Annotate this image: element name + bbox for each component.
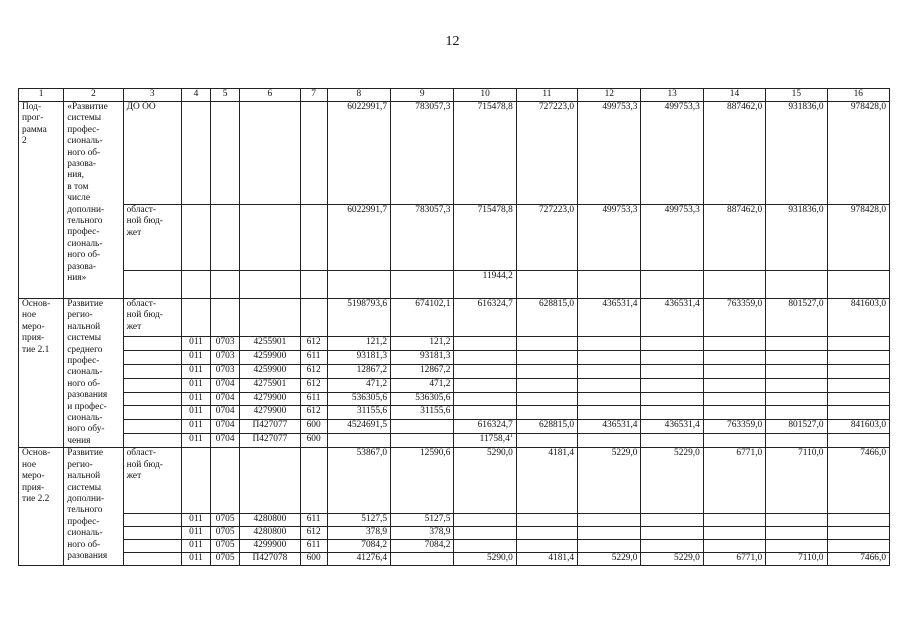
cell-col-8	[327, 434, 390, 448]
cell-col-10: 616324,7	[454, 420, 516, 434]
cell-col-5: 0703	[211, 350, 240, 364]
cell-col-14	[703, 540, 765, 553]
cell-col-15	[766, 350, 827, 364]
cell-col-9	[391, 553, 454, 566]
cell-col-11	[516, 540, 577, 553]
cell-col-8: 41276,4	[327, 553, 390, 566]
cell-col-12: 499753,3	[578, 205, 641, 271]
cell-col-3	[123, 527, 181, 540]
cell-col-14	[703, 378, 765, 392]
program-name-cell: Развитие регио- нальной системы дополни- тельного профес- сиональ- ного об- разования	[64, 448, 123, 566]
cell-col-5	[211, 448, 240, 514]
cell-col-11	[516, 514, 577, 527]
cell-col-10: 715478,8	[454, 205, 516, 271]
cell-col-6: П427077	[240, 420, 300, 434]
cell-col-7: 612	[300, 406, 327, 420]
cell-col-12	[578, 527, 641, 540]
cell-col-5: 0704	[211, 378, 240, 392]
cell-col-8: 12867,2	[327, 364, 390, 378]
table-row	[19, 553, 890, 566]
cell-col-12: 5229,0	[578, 448, 641, 514]
cell-col-7	[300, 102, 327, 205]
cell-col-10	[454, 378, 516, 392]
cell-col-3	[123, 540, 181, 553]
cell-col-6: 4275901	[240, 378, 300, 392]
cell-col-16	[827, 336, 890, 350]
cell-col-10: 616324,7	[454, 299, 516, 337]
cell-col-4: 011	[181, 527, 210, 540]
cell-col-12	[578, 271, 641, 299]
cell-col-13	[641, 364, 703, 378]
cell-col-9: 783057,3	[391, 102, 454, 205]
cell-col-16: 7466,0	[827, 553, 890, 566]
cell-col-14	[703, 336, 765, 350]
cell-col-4	[181, 205, 210, 271]
cell-col-16	[827, 527, 890, 540]
cell-col-7	[300, 271, 327, 299]
cell-col-3	[123, 420, 181, 434]
cell-col-11	[516, 527, 577, 540]
cell-col-15	[766, 514, 827, 527]
cell-col-14	[703, 350, 765, 364]
cell-col-16	[827, 514, 890, 527]
cell-col-4: 011	[181, 553, 210, 566]
table-row	[19, 364, 890, 378]
cell-col-14: 6771,0	[703, 448, 765, 514]
cell-col-6: 4280800	[240, 527, 300, 540]
cell-col-8: 6022991,7	[327, 205, 390, 271]
header-row	[19, 89, 890, 102]
cell-col-5: 0704	[211, 406, 240, 420]
cell-col-12: 499753,3	[578, 102, 641, 205]
cell-col-12	[578, 434, 641, 448]
cell-col-14	[703, 392, 765, 406]
cell-col-12	[578, 350, 641, 364]
header-cell-9: 9	[391, 89, 454, 102]
cell-col-14	[703, 514, 765, 527]
cell-col-6	[240, 102, 300, 205]
budget-table	[18, 88, 890, 566]
cell-col-3	[123, 434, 181, 448]
cell-col-15	[766, 392, 827, 406]
program-name-cell: Развитие регио- нальной системы среднего профес- сиональ- ного об- разования и профес- сиональ- ного обу- чения	[64, 299, 123, 448]
cell-col-3	[123, 406, 181, 420]
cell-col-11	[516, 271, 577, 299]
cell-col-4: 011	[181, 364, 210, 378]
table-row	[19, 527, 890, 540]
cell-col-4	[181, 448, 210, 514]
table-row	[19, 434, 890, 448]
cell-col-8: 5198793,6	[327, 299, 390, 337]
cell-col-13	[641, 514, 703, 527]
cell-col-7: 600	[300, 553, 327, 566]
cell-col-4: 011	[181, 350, 210, 364]
cell-col-11: 628815,0	[516, 299, 577, 337]
cell-col-16	[827, 392, 890, 406]
cell-col-12	[578, 392, 641, 406]
cell-col-14: 887462,0	[703, 205, 765, 271]
cell-col-10	[454, 392, 516, 406]
cell-col-13	[641, 540, 703, 553]
cell-col-15: 931836,0	[766, 205, 827, 271]
cell-col-3	[123, 364, 181, 378]
cell-col-7: 611	[300, 350, 327, 364]
cell-col-10: 11944,2	[454, 271, 516, 299]
header-cell-1: 1	[19, 89, 64, 102]
cell-col-5	[211, 102, 240, 205]
table-row	[19, 448, 890, 514]
cell-col-16: 978428,0	[827, 102, 890, 205]
cell-col-14: 763359,0	[703, 420, 765, 434]
cell-col-13: 5229,0	[641, 553, 703, 566]
cell-col-13	[641, 527, 703, 540]
cell-col-4: 011	[181, 392, 210, 406]
cell-col-7	[300, 205, 327, 271]
header-cell-11: 11	[516, 89, 577, 102]
cell-col-14	[703, 271, 765, 299]
table-row	[19, 420, 890, 434]
cell-col-3	[123, 378, 181, 392]
cell-col-9	[391, 420, 454, 434]
cell-col-16	[827, 434, 890, 448]
header-cell-7: 7	[300, 89, 327, 102]
cell-col-11: 727223,0	[516, 102, 577, 205]
cell-col-12	[578, 540, 641, 553]
cell-col-6	[240, 448, 300, 514]
cell-col-13	[641, 392, 703, 406]
program-code-cell: Основ- ное меро- прия- тие 2.2	[19, 448, 64, 566]
cell-col-11	[516, 364, 577, 378]
cell-col-9: 12867,2	[391, 364, 454, 378]
cell-col-15: 7110,0	[766, 448, 827, 514]
table-row	[19, 350, 890, 364]
cell-col-9: 536305,6	[391, 392, 454, 406]
cell-col-12: 5229,0	[578, 553, 641, 566]
cell-col-5: 0705	[211, 540, 240, 553]
cell-col-10: 5290,0	[454, 448, 516, 514]
cell-col-6	[240, 271, 300, 299]
cell-col-7: 612	[300, 527, 327, 540]
cell-col-16: 978428,0	[827, 205, 890, 271]
cell-col-7: 611	[300, 392, 327, 406]
cell-col-4: 011	[181, 540, 210, 553]
cell-col-12	[578, 364, 641, 378]
cell-col-3: област- ной бюд- жет	[123, 205, 181, 271]
program-name-cell: «Развитие системы профес- сиональ- ного об- разова- ния, в том числе дополни- тельного профес- сиональ- ного об- разова- ния»	[64, 102, 123, 299]
cell-col-8: 6022991,7	[327, 102, 390, 205]
cell-col-11	[516, 434, 577, 448]
header-cell-10: 10	[454, 89, 516, 102]
cell-col-14: 763359,0	[703, 299, 765, 337]
cell-col-13: 499753,3	[641, 205, 703, 271]
cell-col-5: 0704	[211, 434, 240, 448]
cell-col-15: 931836,0	[766, 102, 827, 205]
cell-col-9: 121,2	[391, 336, 454, 350]
cell-col-12: 436531,4	[578, 299, 641, 337]
cell-col-16	[827, 406, 890, 420]
cell-col-5	[211, 205, 240, 271]
table-row	[19, 299, 890, 337]
cell-col-4	[181, 271, 210, 299]
cell-col-3	[123, 336, 181, 350]
cell-col-6: 4280800	[240, 514, 300, 527]
table-row	[19, 392, 890, 406]
cell-col-9: 378,9	[391, 527, 454, 540]
header-cell-4: 4	[181, 89, 210, 102]
cell-col-14: 887462,0	[703, 102, 765, 205]
cell-col-9: 471,2	[391, 378, 454, 392]
cell-col-11	[516, 350, 577, 364]
cell-col-11: 727223,0	[516, 205, 577, 271]
cell-col-7: 611	[300, 540, 327, 553]
cell-col-15	[766, 434, 827, 448]
table-row	[19, 271, 890, 299]
program-code-cell: Под- прог- рамма 2	[19, 102, 64, 299]
cell-col-10: 5290,0	[454, 553, 516, 566]
cell-col-13: 5229,0	[641, 448, 703, 514]
cell-col-13	[641, 434, 703, 448]
cell-col-4: 011	[181, 336, 210, 350]
cell-col-9	[391, 434, 454, 448]
cell-col-10	[454, 540, 516, 553]
cell-col-10	[454, 406, 516, 420]
cell-col-16	[827, 350, 890, 364]
cell-col-15: 7110,0	[766, 553, 827, 566]
cell-col-7: 612	[300, 336, 327, 350]
cell-col-5	[211, 299, 240, 337]
table-row	[19, 205, 890, 271]
page-number: 12	[445, 34, 460, 49]
table-row	[19, 336, 890, 350]
cell-col-10: 715478,8	[454, 102, 516, 205]
header-cell-13: 13	[641, 89, 703, 102]
cell-col-4	[181, 299, 210, 337]
cell-col-15	[766, 378, 827, 392]
cell-col-5: 0704	[211, 392, 240, 406]
cell-col-16	[827, 364, 890, 378]
cell-col-3	[123, 514, 181, 527]
header-cell-8: 8	[327, 89, 390, 102]
cell-col-7	[300, 299, 327, 337]
cell-col-8: 31155,6	[327, 406, 390, 420]
cell-col-11: 628815,0	[516, 420, 577, 434]
cell-col-10	[454, 336, 516, 350]
program-code-cell: Основ- ное меро- прия- тие 2.1	[19, 299, 64, 448]
cell-col-8: 4524691,5	[327, 420, 390, 434]
cell-col-8: 471,2	[327, 378, 390, 392]
cell-col-13: 436531,4	[641, 299, 703, 337]
cell-col-10: 11758,4$^1$	[454, 434, 516, 448]
cell-col-3	[123, 553, 181, 566]
cell-col-8: 5127,5	[327, 514, 390, 527]
cell-col-5: 0704	[211, 420, 240, 434]
table-row	[19, 102, 890, 205]
cell-col-9: 93181,3	[391, 350, 454, 364]
cell-col-7: 611	[300, 514, 327, 527]
cell-col-11: 4181,4	[516, 448, 577, 514]
cell-col-8: 7084,2	[327, 540, 390, 553]
cell-col-4: 011	[181, 378, 210, 392]
cell-col-15	[766, 364, 827, 378]
cell-col-14	[703, 434, 765, 448]
cell-col-13: 436531,4	[641, 420, 703, 434]
table-row	[19, 514, 890, 527]
header-cell-16: 16	[827, 89, 890, 102]
cell-col-3: област- ной бюд- жет	[123, 448, 181, 514]
header-cell-5: 5	[211, 89, 240, 102]
cell-col-7: 612	[300, 378, 327, 392]
cell-col-10	[454, 527, 516, 540]
cell-col-6: 4299900	[240, 540, 300, 553]
cell-col-15: 801527,0	[766, 299, 827, 337]
cell-col-8: 93181,3	[327, 350, 390, 364]
header-cell-2: 2	[64, 89, 123, 102]
cell-col-11	[516, 406, 577, 420]
cell-col-13	[641, 271, 703, 299]
cell-col-11	[516, 392, 577, 406]
cell-col-6: 4279900	[240, 406, 300, 420]
cell-col-9: 31155,6	[391, 406, 454, 420]
cell-col-12	[578, 378, 641, 392]
cell-col-3: област- ной бюд- жет	[123, 299, 181, 337]
cell-col-5: 0705	[211, 514, 240, 527]
cell-col-15	[766, 540, 827, 553]
cell-col-12	[578, 514, 641, 527]
cell-col-9: 674102,1	[391, 299, 454, 337]
cell-col-16	[827, 540, 890, 553]
cell-col-13	[641, 378, 703, 392]
cell-col-3	[123, 392, 181, 406]
cell-col-13	[641, 350, 703, 364]
cell-col-6: П427077	[240, 434, 300, 448]
cell-col-6: 4255901	[240, 336, 300, 350]
cell-col-15	[766, 527, 827, 540]
cell-col-13: 499753,3	[641, 102, 703, 205]
cell-col-5: 0703	[211, 336, 240, 350]
cell-col-9: 5127,5	[391, 514, 454, 527]
cell-col-15: 801527,0	[766, 420, 827, 434]
cell-col-14: 6771,0	[703, 553, 765, 566]
cell-col-7: 600	[300, 434, 327, 448]
cell-col-4: 011	[181, 434, 210, 448]
cell-col-3: ДО ОО	[123, 102, 181, 205]
cell-col-15	[766, 336, 827, 350]
cell-col-16	[827, 378, 890, 392]
cell-col-10	[454, 364, 516, 378]
footnote-marker: 1	[509, 433, 513, 440]
header-cell-3: 3	[123, 89, 181, 102]
cell-col-6	[240, 299, 300, 337]
cell-col-15	[766, 406, 827, 420]
table-row	[19, 378, 890, 392]
header-cell-12: 12	[578, 89, 641, 102]
cell-col-9: 7084,2	[391, 540, 454, 553]
cell-col-14	[703, 527, 765, 540]
cell-col-12	[578, 406, 641, 420]
cell-col-7	[300, 448, 327, 514]
cell-col-4: 011	[181, 406, 210, 420]
cell-col-7: 600	[300, 420, 327, 434]
cell-col-12: 436531,4	[578, 420, 641, 434]
cell-col-10	[454, 350, 516, 364]
cell-col-11: 4181,4	[516, 553, 577, 566]
cell-col-11	[516, 378, 577, 392]
cell-col-3	[123, 271, 181, 299]
cell-col-4	[181, 102, 210, 205]
cell-col-13	[641, 336, 703, 350]
cell-col-5	[211, 271, 240, 299]
header-cell-6: 6	[240, 89, 300, 102]
cell-col-14	[703, 406, 765, 420]
cell-col-15	[766, 271, 827, 299]
cell-col-16: 841603,0	[827, 420, 890, 434]
cell-col-16: 7466,0	[827, 448, 890, 514]
table-row	[19, 406, 890, 420]
cell-col-10	[454, 514, 516, 527]
cell-col-4: 011	[181, 420, 210, 434]
cell-col-6: 4259900	[240, 364, 300, 378]
cell-col-13	[641, 406, 703, 420]
cell-col-5: 0705	[211, 553, 240, 566]
header-cell-15: 15	[766, 89, 827, 102]
cell-col-6: 4279900	[240, 392, 300, 406]
cell-col-6: П427078	[240, 553, 300, 566]
cell-col-8: 536305,6	[327, 392, 390, 406]
cell-col-7: 612	[300, 364, 327, 378]
cell-col-8: 53867,0	[327, 448, 390, 514]
cell-col-6: 4259900	[240, 350, 300, 364]
cell-col-3	[123, 350, 181, 364]
cell-col-9: 12590,6	[391, 448, 454, 514]
cell-col-5: 0705	[211, 527, 240, 540]
cell-col-6	[240, 205, 300, 271]
cell-col-12	[578, 336, 641, 350]
cell-col-4: 011	[181, 514, 210, 527]
cell-col-11	[516, 336, 577, 350]
cell-col-9: 783057,3	[391, 205, 454, 271]
cell-col-5: 0703	[211, 364, 240, 378]
header-cell-14: 14	[703, 89, 765, 102]
cell-col-16: 841603,0	[827, 299, 890, 337]
cell-col-8: 378,9	[327, 527, 390, 540]
table-row	[19, 540, 890, 553]
cell-col-16	[827, 271, 890, 299]
cell-col-14	[703, 364, 765, 378]
cell-col-9	[391, 271, 454, 299]
cell-col-8	[327, 271, 390, 299]
cell-col-8: 121,2	[327, 336, 390, 350]
